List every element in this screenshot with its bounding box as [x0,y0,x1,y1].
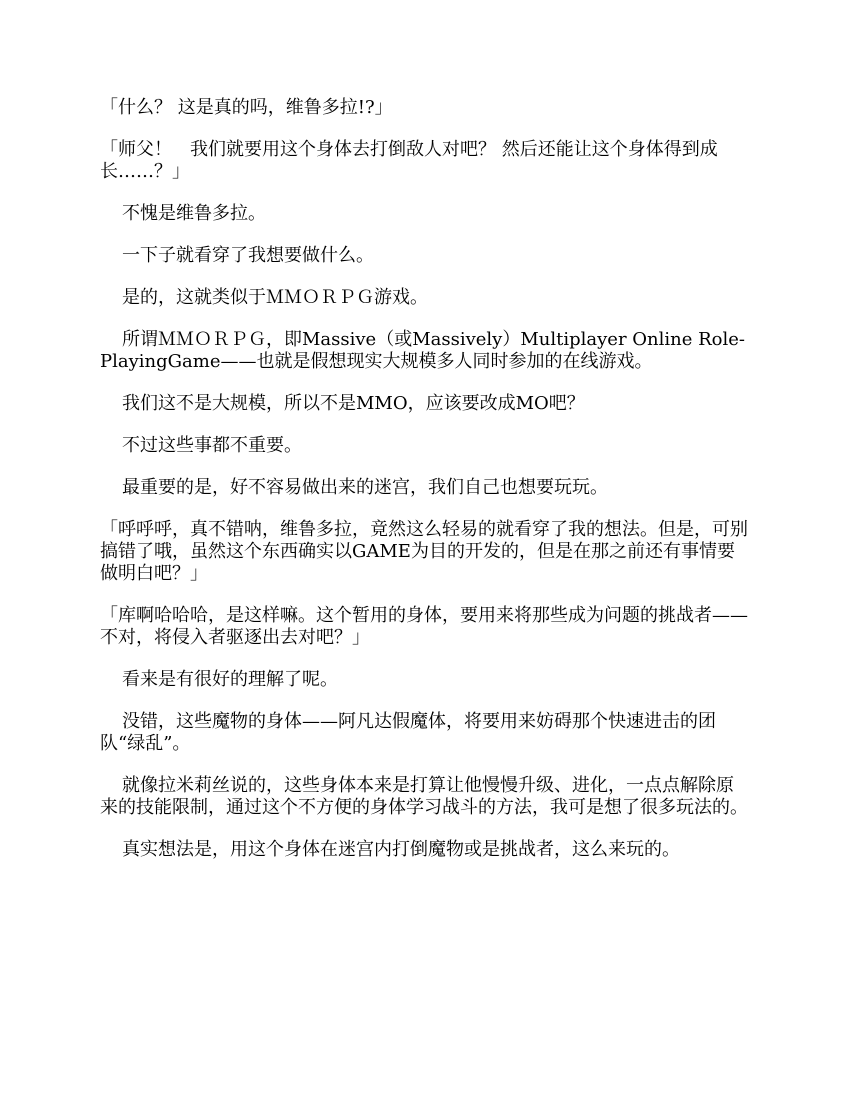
paragraph-2: 「师父！ 我们就要用这个身体去打倒敌人对吧？ 然后还能让这个身体得到成长……？」 [100,139,718,182]
paragraph-7: 我们这不是大规模，所以不是MMO，应该要改成MO吧？ [122,393,585,414]
paragraph-10: 「呼呼呼，真不错呐，维鲁多拉，竟然这么轻易的就看穿了我的想法。但是，可别搞错了哦，虽然这个东西确实以GAME为目的开发的，但是在那之前还有事情要做明白吧？」 [100,519,748,584]
paragraph-6: 所谓ＭＭＯＲＰＧ，即Massive（或Massively）Multiplayer Online Role-PlayingGame——也就是假想现实大规模多人同时参加的在线游戏。 [100,329,745,372]
paragraph-11: 「库啊哈哈哈，是这样嘛。这个暂用的身体，要用来将那些成为问题的挑战者——不对，将侵入者驱逐出去对吧？」 [100,605,748,648]
paragraph-13: 没错，这些魔物的身体——阿凡达假魔体，将要用来妨碍那个快速进击的团队“绿乱”。 [100,711,716,754]
document-page [100,97,750,881]
paragraph-8: 不过这些事都不重要。 [122,435,302,456]
paragraph-9: 最重要的是，好不容易做出来的迷宫，我们自己也想要玩玩。 [122,477,608,498]
paragraph-4: 一下子就看穿了我想要做什么。 [122,245,374,266]
paragraph-14: 就像拉米莉丝说的，这些身体本来是打算让他慢慢升级、进化，一点点解除原来的技能限制，通过这个不方便的身体学习战斗的方法，我可是想了很多玩法的。 [100,775,748,818]
paragraph-12: 看来是有很好的理解了呢。 [122,669,338,690]
paragraph-3: 不愧是维鲁多拉。 [122,203,266,224]
paragraph-1: 「什么？ 这是真的吗，维鲁多拉!?」 [100,97,393,118]
paragraph-15: 真实想法是，用这个身体在迷宫内打倒魔物或是挑战者，这么来玩的。 [122,839,680,860]
paragraph-5: 是的，这就类似于ＭＭＯＲＰＧ游戏。 [122,287,428,308]
